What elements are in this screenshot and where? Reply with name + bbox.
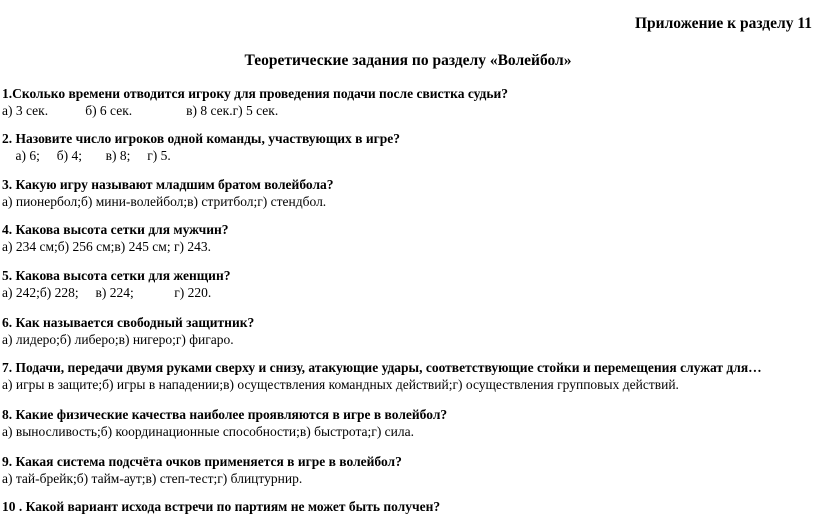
question-text: 4. Какова высота сетки для мужчин? [2, 222, 229, 237]
question-7 [2, 359, 814, 393]
question-text: 6. Как называется свободный защитник? [2, 315, 255, 330]
question-1 [2, 85, 814, 119]
question-6 [2, 314, 814, 348]
question-text: 1.Сколько времени отводится игроку для проведения подачи после свистка судьи? [2, 86, 509, 101]
question-4 [2, 221, 814, 255]
question-answers: а) тай-брейк;б) тайм-аут;в) степ-тест;г) блицтурнир. [2, 471, 303, 486]
question-text: 8. Какие физические качества наиболее проявляются в игре в волейбол? [2, 407, 448, 422]
question-8 [2, 406, 814, 440]
question-9 [2, 453, 814, 487]
question-answers: а) 242;б) 228; в) 224; г) 220. [2, 285, 212, 300]
question-text: 7. Подачи, передачи двумя руками сверху и снизу, атакующие удары, соответствующие стойки и перемещения служат для… [2, 360, 762, 375]
question-10 [2, 498, 814, 515]
question-text: 10 . Какой вариант исхода встречи по партиям не может быть получен? [2, 499, 441, 514]
question-5 [2, 267, 814, 301]
question-answers: а) лидеро;б) либеро;в) нигеро;г) фигаро. [2, 332, 234, 347]
question-text: 9. Какая система подсчёта очков применяется в игре в волейбол? [2, 454, 402, 469]
question-text: 2. Назовите число игроков одной команды, участвующих в игре? [2, 131, 400, 146]
question-text: 3. Какую игру называют младшим братом волейбола? [2, 177, 334, 192]
question-answers: а) 3 сек. б) 6 сек. в) 8 сек.г) 5 сек. [2, 103, 279, 118]
question-answers: а) 234 см;б) 256 см;в) 245 см; г) 243. [2, 239, 211, 254]
question-text: 5. Какова высота сетки для женщин? [2, 268, 231, 283]
appendix-label: Приложение к разделу 11 [634, 15, 812, 32]
question-3 [2, 176, 814, 210]
question-answers: а) 6; б) 4; в) 8; г) 5. [2, 148, 171, 163]
question-answers: а) игры в защите;б) игры в нападении;в) осуществления командных действий;г) осуществления групповых действий. [2, 377, 679, 392]
question-answers: а) выносливость;б) координационные способности;в) быстрота;г) сила. [2, 424, 415, 439]
page-title: Теоретические задания по разделу «Волейбол» [244, 52, 572, 69]
question-2 [2, 130, 814, 164]
question-answers: а) пионербол;б) мини-волейбол;в) стритбол;г) стендбол. [2, 194, 327, 209]
